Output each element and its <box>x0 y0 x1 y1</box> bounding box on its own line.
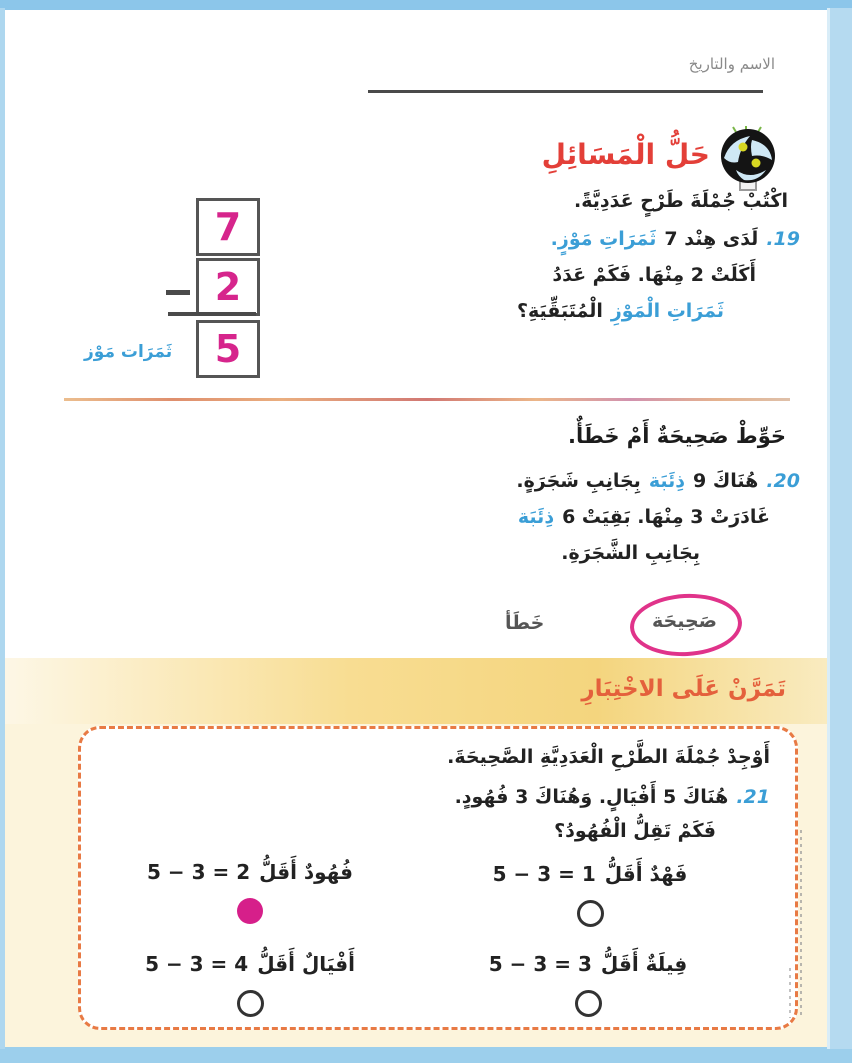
problem-20-text: هُنَاكَ 9 <box>693 470 759 492</box>
option-d-equation: 5 − 3 = 4 <box>145 952 249 976</box>
option-d-radio[interactable] <box>237 990 264 1017</box>
option-a-radio[interactable] <box>577 900 604 927</box>
solve-problems-instruction: اكْتُبْ جُمْلَةَ طَرْحٍ عَدَدِيَّةً. <box>574 190 788 212</box>
answer-correct[interactable]: صَحِيحَة <box>652 610 718 632</box>
problem-19-line2 <box>552 264 756 286</box>
option-b-equation: 5 − 3 = 2 <box>147 860 251 884</box>
problem-19-keyword: ثَمَرَاتِ مَوْزٍ. <box>550 228 657 250</box>
problem-20-line1 <box>516 470 800 492</box>
test-practice-instruction: أَوْجِدْ جُمْلَةَ الطَّرْحِ الْعَدَدِيَّةِ الصَّحِيحَةَ. <box>447 746 770 768</box>
choice-option-d[interactable] <box>130 952 370 1017</box>
problem-20-line2 <box>518 506 770 528</box>
name-date-label: الاسم والتاريخ <box>688 55 775 73</box>
pink-circle-annotation <box>628 591 743 659</box>
section-divider <box>64 398 790 401</box>
page-border-top <box>0 0 852 10</box>
margin-micro-text <box>789 968 791 1018</box>
problem-19-line1 <box>551 228 800 250</box>
section-heading-circle-true-or-false: حَوِّطْ صَحِيحَةٌ أَمْ خَطَأٌ. <box>568 424 786 448</box>
option-b-radio-selected[interactable] <box>237 898 263 924</box>
problem-20-text: بِجَانِبِ الشَّجَرَةِ. <box>561 542 700 564</box>
option-b-label: فُهُودٌ أَقَلُّ <box>259 860 353 884</box>
unit-label-bananas: ثَمَرَات مَوْز <box>84 342 173 362</box>
minus-sign <box>166 290 190 295</box>
page-border-right <box>827 8 852 1049</box>
problem-19-text: لَدَى هِنْد 7 <box>664 228 759 250</box>
equals-line <box>168 312 256 316</box>
problem-20-keyword: ذِئَبَة <box>648 470 685 492</box>
problem-20-text: بِجَانِبِ شَجَرَةٍ. <box>516 470 641 492</box>
difference-answer-box[interactable]: 5 <box>196 320 260 378</box>
answer-wrong[interactable]: خَطَأ <box>505 612 545 634</box>
name-date-input-line[interactable] <box>368 90 763 93</box>
option-d-label: أَفْيَالٌ أَقَلُّ <box>257 952 355 976</box>
option-c-label: فِيلَةٌ أَقَلُّ <box>600 952 688 976</box>
subtrahend-answer-box[interactable]: 2 <box>196 258 260 316</box>
problem-20-line3 <box>561 542 700 564</box>
problem-21-number: 21. <box>736 786 770 808</box>
choice-option-a[interactable] <box>470 862 710 927</box>
problem-19-text: الْمُتَبَقِّيَةِ؟ <box>516 300 603 322</box>
problem-20-keyword: ذِئَبَة <box>517 506 555 528</box>
choice-option-b[interactable] <box>130 860 370 924</box>
problem-21-line1 <box>455 786 770 808</box>
problem-21-text: فَكَمْ تَقِلُّ الْفُهُودُ؟ <box>554 820 716 842</box>
problem-19-text: أَكَلَتْ 2 مِنْهَا. فَكَمْ عَدَدُ <box>552 264 756 286</box>
page-border-bottom <box>0 1047 852 1063</box>
option-a-equation: 5 − 3 = 1 <box>492 862 596 886</box>
option-c-equation: 5 − 3 = 3 <box>488 952 592 976</box>
problem-solving-logo-icon <box>716 126 780 192</box>
minuend-answer-box[interactable]: 7 <box>196 198 260 256</box>
problem-21-line2 <box>554 820 716 842</box>
problem-19-line3 <box>517 300 724 322</box>
section-heading-solve-problems: حَلُّ الْمَسَائِلِ <box>541 138 710 171</box>
option-c-radio[interactable] <box>575 990 602 1017</box>
problem-21-text: هُنَاكَ 5 أَفْيَالٍ. وَهُنَاكَ 3 فُهُودٍ. <box>454 786 729 808</box>
problem-19-keyword: ثَمَرَاتِ الْمَوْزِ <box>610 300 724 322</box>
option-a-label: فَهْدٌ أَقَلُّ <box>604 862 688 886</box>
section-heading-test-practice: تَمَرَّنْ عَلَى الاخْتِبَارِ <box>581 676 786 702</box>
problem-19-number: 19. <box>766 228 800 250</box>
choice-option-c[interactable] <box>468 952 708 1017</box>
problem-20-number: 20. <box>766 470 800 492</box>
margin-micro-text <box>800 830 802 1015</box>
problem-20-text: غَادَرَتْ 3 مِنْهَا. بَقِيَتْ 6 <box>562 506 770 528</box>
